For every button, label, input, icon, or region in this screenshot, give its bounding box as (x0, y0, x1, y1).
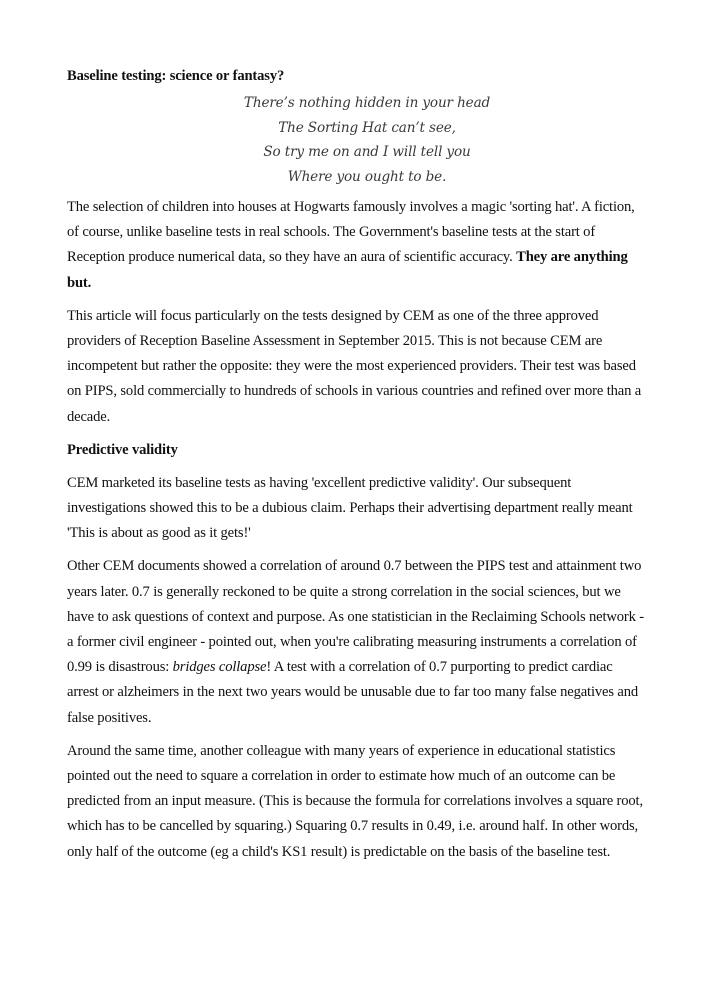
poem-line: So try me on and I will tell you (263, 144, 471, 160)
paragraph-text: ! A test with a correlation of 0.7 purporting to predict cardiac arrest or alzheimers in the next two years would be unusable due to far too many false negatives and false positives. (67, 659, 638, 726)
paragraph-correlation (67, 554, 647, 730)
paragraph-marketing: CEM marketed its baseline tests as having 'excellent predictive validity'. Our subsequent investigations showed this to be a dubious claim. Perhaps their advertising department really meant 'This is about as good as it gets!' (67, 474, 633, 542)
poem-line: There’s nothing hidden in your head (243, 95, 491, 111)
paragraph-text: Other CEM documents showed a correlation of around 0.7 between the PIPS test and attainment two years later. 0.7 is generally reckoned to be quite a strong correlation in the social sciences, but we have to ask questions of context and purpose. As one statistician in the Reclaiming Schools network - a former civil engineer - pointed out, when you're calibrating measuring instruments a correlation of 0.99 is disastrous: (67, 558, 645, 676)
paragraph-hogwarts (67, 195, 647, 296)
document-title: Baseline testing: science or fantasy? (67, 68, 285, 84)
poem-epigraph (67, 91, 647, 189)
paragraph-squaring: Around the same time, another colleague with many years of experience in educational statistics pointed out the need to square a correlation in order to estimate how much of an outcome can be predicted from an input measure. (This is because the formula for correlations involves a square root, which has to be cancelled by squaring.) Squaring 0.7 results in 0.49, i.e. around half. In other words, only half of the outcome (eg a child's KS1 result) is predictable on the basis of the baseline test. (67, 742, 643, 860)
poem-line: Where you ought to be. (287, 168, 447, 185)
document-page (67, 64, 647, 873)
paragraph-cem-focus: This article will focus particularly on the tests designed by CEM as one of the three approved providers of Reception Baseline Assessment in September 2015. This is not because CEM are incompetent but rather the opposite: they were the most experienced providers. Their test was based on PIPS, sold commercially to hundreds of schools in various countries and refined over more than a decade. (67, 307, 642, 425)
italic-text: bridges collapse (172, 659, 267, 676)
section-heading: Predictive validity (67, 441, 178, 458)
emphasis-text: They are anything but. (67, 249, 628, 291)
poem-line: The Sorting Hat can’t see, (278, 119, 456, 136)
paragraph-text: The selection of children into houses at Hogwarts famously involves a magic 'sorting hat'. A fiction, of course, unlike baseline tests in real schools. The Government's baseline tests at the start of Reception produce numerical data, so they have an aura of scientific accuracy. (67, 199, 635, 266)
